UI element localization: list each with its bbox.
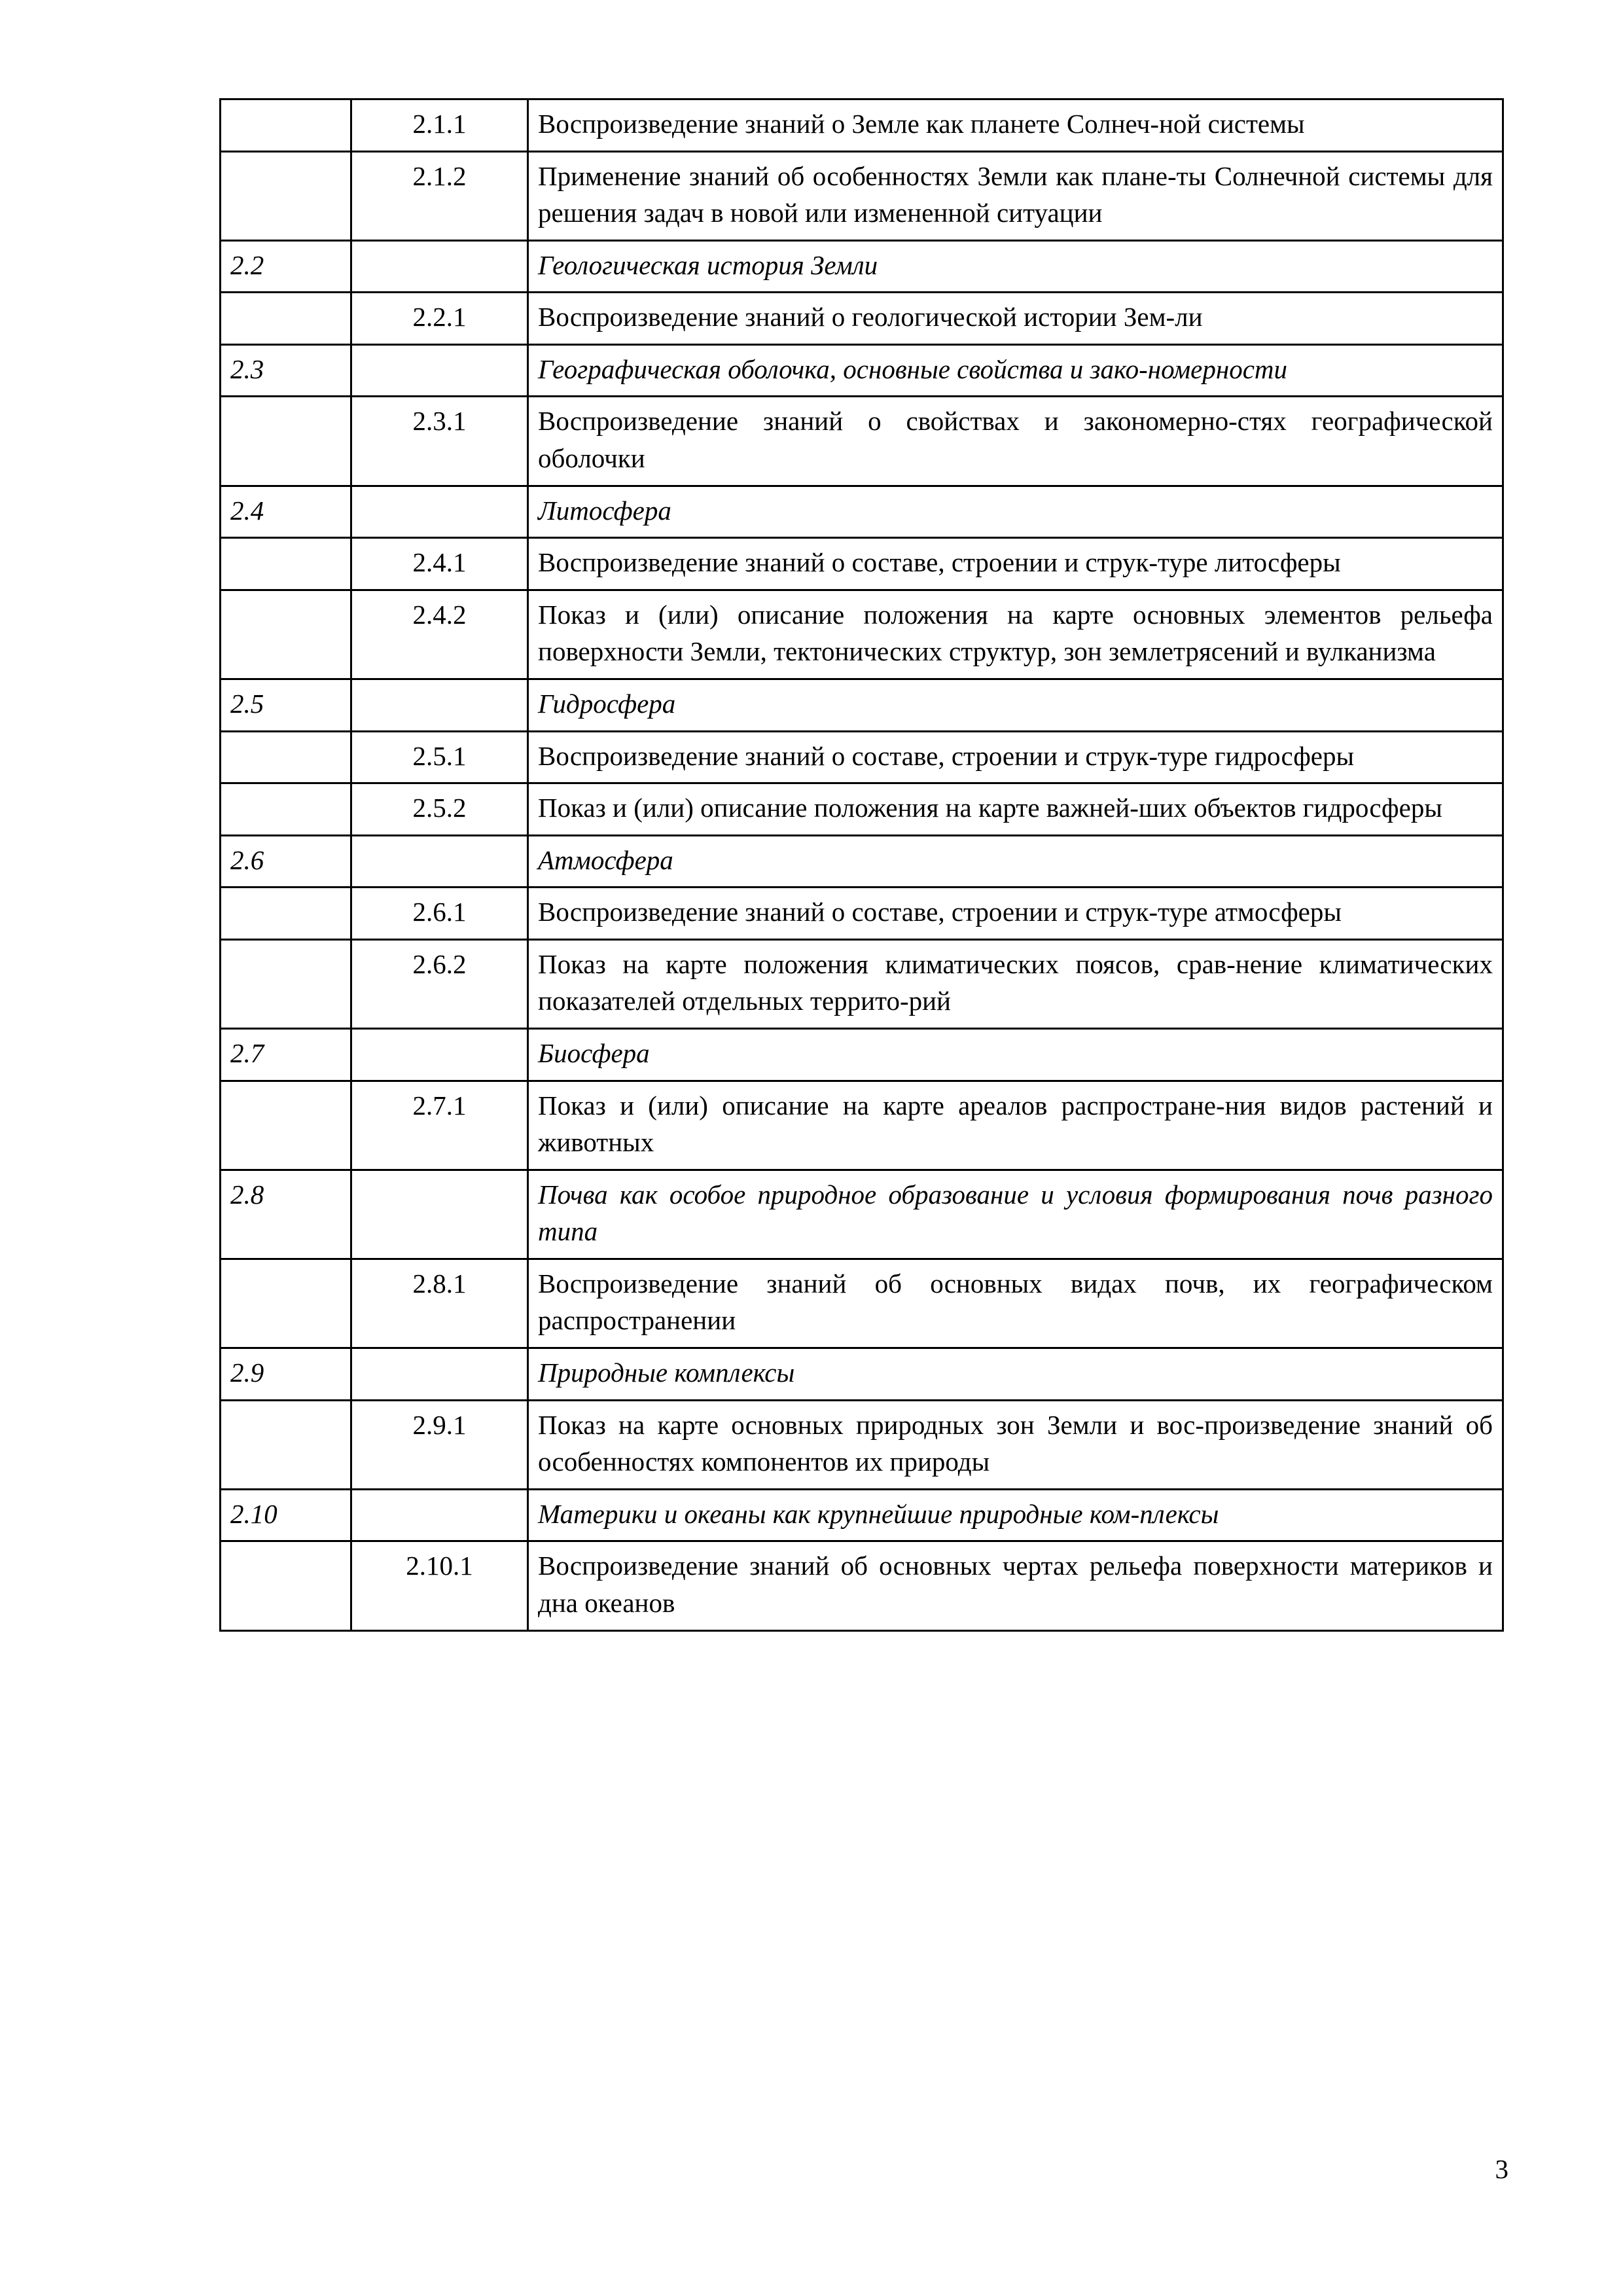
- page-number: 3: [1495, 2154, 1508, 2184]
- cell-level1-code: [221, 731, 351, 783]
- criteria-table: [219, 98, 1504, 1632]
- cell-level1-code: 2.5: [221, 679, 351, 731]
- cell-level2-code: [351, 835, 528, 888]
- cell-level1-code: 2.2: [221, 240, 351, 293]
- cell-description: Показ и (или) описание положения на карте основных элементов рельефа поверхности Земли, тектонических структур, зон землетрясений и вулканизма: [528, 590, 1503, 679]
- cell-level1-code: [221, 888, 351, 940]
- cell-description: Воспроизведение знаний об основных чертах рельефа поверхности материков и дна океанов: [528, 1541, 1503, 1630]
- cell-level1-code: 2.6: [221, 835, 351, 888]
- cell-level2-code: 2.9.1: [351, 1400, 528, 1489]
- cell-description: Воспроизведение знаний о свойствах и закономерно-стях географической оболочки: [528, 397, 1503, 486]
- cell-description: Показ на карте положения климатических поясов, срав-нение климатических показателей отдельных террито-рий: [528, 939, 1503, 1028]
- cell-description: Биосфера: [528, 1028, 1503, 1081]
- table-row: [221, 590, 1503, 679]
- cell-level2-code: 2.3.1: [351, 397, 528, 486]
- table-row: [221, 783, 1503, 836]
- table-row: [221, 538, 1503, 590]
- table-row: [221, 99, 1503, 152]
- cell-level1-code: [221, 151, 351, 240]
- table-row: [221, 1028, 1503, 1081]
- table-row: [221, 293, 1503, 345]
- table-row: [221, 939, 1503, 1028]
- cell-description: Материки и океаны как крупнейшие природные ком-плексы: [528, 1489, 1503, 1541]
- cell-description: Почва как особое природное образование и условия формирования почв разного типа: [528, 1170, 1503, 1259]
- cell-description: Применение знаний об особенностях Земли как плане-ты Солнечной системы для решения задач в новой или измененной ситуации: [528, 151, 1503, 240]
- cell-description: Гидросфера: [528, 679, 1503, 731]
- cell-level2-code: [351, 486, 528, 538]
- cell-level1-code: [221, 538, 351, 590]
- cell-level1-code: 2.3: [221, 344, 351, 397]
- cell-level2-code: 2.6.1: [351, 888, 528, 940]
- cell-level1-code: 2.8: [221, 1170, 351, 1259]
- cell-level1-code: [221, 1081, 351, 1170]
- cell-description: Воспроизведение знаний об основных видах почв, их географическом распространении: [528, 1259, 1503, 1348]
- cell-level1-code: [221, 1259, 351, 1348]
- cell-level2-code: 2.5.2: [351, 783, 528, 836]
- cell-level1-code: [221, 99, 351, 152]
- table-row: [221, 344, 1503, 397]
- table-row: [221, 151, 1503, 240]
- cell-level2-code: [351, 240, 528, 293]
- cell-level2-code: 2.4.1: [351, 538, 528, 590]
- table-row: [221, 731, 1503, 783]
- cell-level2-code: 2.7.1: [351, 1081, 528, 1170]
- cell-level2-code: [351, 679, 528, 731]
- cell-description: Показ и (или) описание положения на карте важней-ших объектов гидросферы: [528, 783, 1503, 836]
- cell-level2-code: 2.5.1: [351, 731, 528, 783]
- cell-level1-code: [221, 1400, 351, 1489]
- cell-description: Природные комплексы: [528, 1348, 1503, 1401]
- cell-level1-code: 2.10: [221, 1489, 351, 1541]
- cell-level1-code: [221, 939, 351, 1028]
- table-row: [221, 1170, 1503, 1259]
- cell-level2-code: 2.10.1: [351, 1541, 528, 1630]
- cell-description: Атмосфера: [528, 835, 1503, 888]
- cell-description: Воспроизведение знаний о составе, строении и струк-туре атмосферы: [528, 888, 1503, 940]
- cell-level2-code: 2.1.1: [351, 99, 528, 152]
- table-row: [221, 240, 1503, 293]
- table-row: [221, 1081, 1503, 1170]
- cell-description: Воспроизведение знаний о составе, строении и струк-туре литосферы: [528, 538, 1503, 590]
- cell-level1-code: 2.7: [221, 1028, 351, 1081]
- table-row: [221, 1348, 1503, 1401]
- cell-level1-code: [221, 293, 351, 345]
- cell-level1-code: 2.9: [221, 1348, 351, 1401]
- cell-level1-code: [221, 397, 351, 486]
- table-row: [221, 1259, 1503, 1348]
- table-row: [221, 888, 1503, 940]
- cell-description: Литосфера: [528, 486, 1503, 538]
- cell-description: Воспроизведение знаний о геологической истории Зем-ли: [528, 293, 1503, 345]
- cell-level2-code: 2.1.2: [351, 151, 528, 240]
- cell-description: Географическая оболочка, основные свойства и зако-номерности: [528, 344, 1503, 397]
- cell-level1-code: [221, 1541, 351, 1630]
- cell-description: Воспроизведение знаний о составе, строении и струк-туре гидросферы: [528, 731, 1503, 783]
- cell-level2-code: [351, 1489, 528, 1541]
- cell-level2-code: [351, 1028, 528, 1081]
- cell-description: Показ на карте основных природных зон Земли и вос-произведение знаний об особенностях компонентов их природы: [528, 1400, 1503, 1489]
- table-row: [221, 679, 1503, 731]
- cell-description: Геологическая история Земли: [528, 240, 1503, 293]
- cell-level1-code: [221, 590, 351, 679]
- table-row: [221, 397, 1503, 486]
- cell-level2-code: 2.4.2: [351, 590, 528, 679]
- table-row: [221, 486, 1503, 538]
- table-row: [221, 1541, 1503, 1630]
- table-row: [221, 1400, 1503, 1489]
- cell-description: Показ и (или) описание на карте ареалов распростране-ния видов растений и животных: [528, 1081, 1503, 1170]
- cell-description: Воспроизведение знаний о Земле как планете Солнеч-ной системы: [528, 99, 1503, 152]
- cell-level2-code: [351, 1348, 528, 1401]
- cell-level2-code: [351, 344, 528, 397]
- cell-level2-code: 2.2.1: [351, 293, 528, 345]
- cell-level2-code: 2.8.1: [351, 1259, 528, 1348]
- cell-level1-code: 2.4: [221, 486, 351, 538]
- criteria-table-body: [221, 99, 1503, 1631]
- table-row: [221, 1489, 1503, 1541]
- table-row: [221, 835, 1503, 888]
- cell-level2-code: 2.6.2: [351, 939, 528, 1028]
- cell-level1-code: [221, 783, 351, 836]
- cell-level2-code: [351, 1170, 528, 1259]
